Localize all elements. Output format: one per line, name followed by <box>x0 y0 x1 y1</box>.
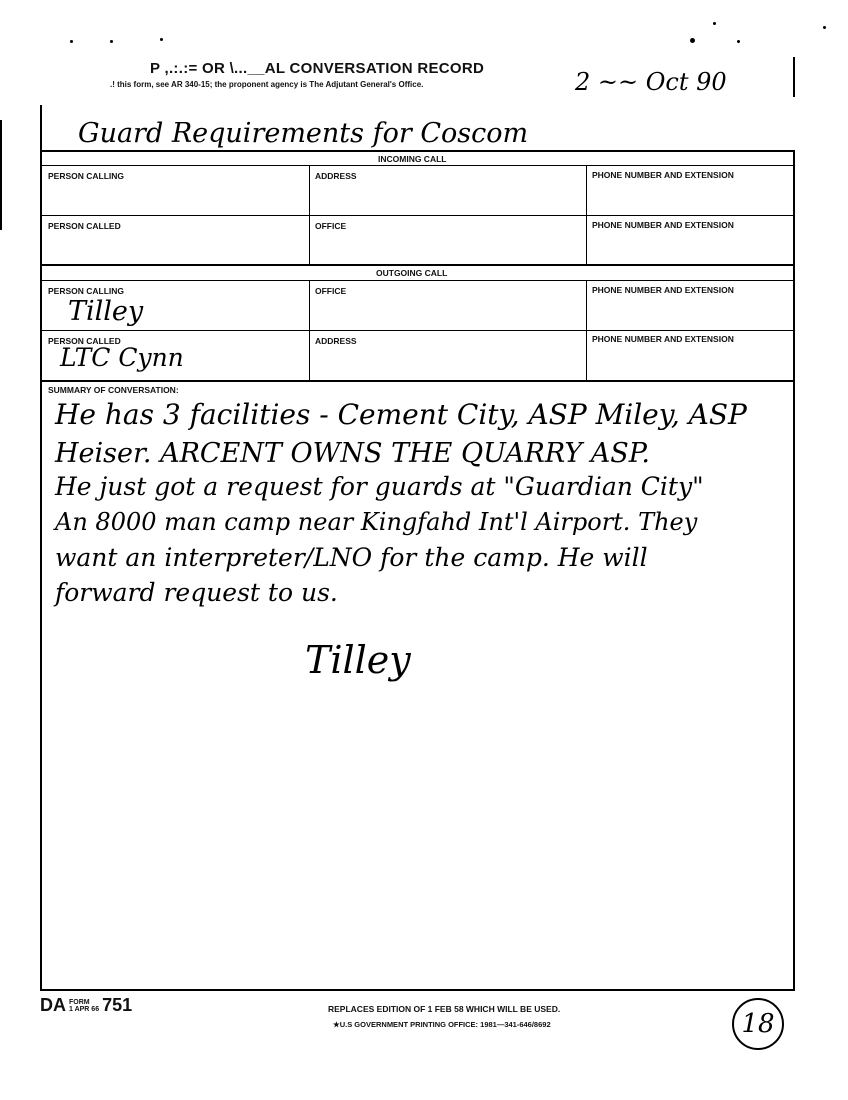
incoming-header-rule <box>40 165 795 166</box>
summary-top-rule <box>40 380 795 382</box>
outgoing-person-calling-value: Tilley <box>68 296 144 327</box>
incoming-person-calling-label: PERSON CALLING <box>48 171 125 181</box>
form-date: 1 APR 66 <box>69 1006 100 1014</box>
outgoing-row1-rule <box>40 330 795 331</box>
incoming-call-label: INCOMING CALL <box>378 154 447 164</box>
frame-bottom-border <box>40 989 795 991</box>
summary-line: An 8000 man camp near Kingfahd Int'l Airport. They <box>55 508 698 536</box>
outgoing-col-divider-2 <box>586 280 587 380</box>
scan-speck <box>737 40 740 43</box>
scan-speck <box>690 38 695 43</box>
incoming-col-divider-2 <box>586 165 587 265</box>
outgoing-person-called-value: LTC Cynn <box>60 343 184 372</box>
incoming-phone2-label: PHONE NUMBER AND EXTENSION <box>592 220 734 230</box>
gpo-imprint: ★U.S GOVERNMENT PRINTING OFFICE: 1981—341-646/8692 <box>333 1020 551 1029</box>
incoming-office-label: OFFICE <box>315 221 347 231</box>
outgoing-call-label: OUTGOING CALL <box>376 268 448 278</box>
frame-right-border <box>793 150 795 990</box>
form-word: FORM <box>69 999 90 1007</box>
incoming-phone1-label: PHONE NUMBER AND EXTENSION <box>592 170 734 180</box>
incoming-col-divider-1 <box>309 165 310 265</box>
outgoing-top-rule <box>40 264 795 266</box>
summary-line: He just got a request for guards at "Guardian City" <box>55 472 704 501</box>
outgoing-person-calling-label: PERSON CALLING <box>48 286 125 296</box>
summary-line: He has 3 facilities - Cement City, ASP Miley, ASP <box>55 398 747 431</box>
form-subtitle: .! this form, see AR 340-15; the proponent agency is The Adjutant General's Office. <box>110 80 424 89</box>
summary-line: Heiser. ARCENT OWNS THE QUARRY ASP. <box>55 438 651 469</box>
summary-line: want an interpreter/LNO for the camp. He will <box>55 543 648 572</box>
outgoing-address-label: ADDRESS <box>315 336 357 346</box>
incoming-row1-rule <box>40 215 795 216</box>
outgoing-phone2-label: PHONE NUMBER AND EXTENSION <box>592 334 734 344</box>
replaces-edition-note: REPLACES EDITION OF 1 FEB 58 WHICH WILL BE USED. <box>328 1004 561 1014</box>
scan-speck <box>713 22 716 25</box>
form-title: P ,.:.:= OR \...__AL CONVERSATION RECORD <box>150 60 485 77</box>
margin-mark <box>0 120 2 230</box>
outgoing-phone1-label: PHONE NUMBER AND EXTENSION <box>592 285 734 295</box>
frame-left-border <box>40 105 42 990</box>
header-right-mark <box>793 57 795 97</box>
incoming-address-label: ADDRESS <box>315 171 357 181</box>
scan-speck <box>70 40 73 43</box>
scan-speck <box>823 26 826 29</box>
summary-signature: Tilley <box>305 638 411 682</box>
summary-line: forward request to us. <box>55 578 338 607</box>
scan-speck <box>110 40 113 43</box>
outgoing-header-rule <box>40 280 795 281</box>
outgoing-person-called-label: PERSON CALLED <box>48 336 121 346</box>
subject-handwritten: Guard Requirements for Coscom <box>78 118 529 149</box>
date-handwritten: 2 ~~ Oct 90 <box>575 68 727 96</box>
outgoing-col-divider-1 <box>309 280 310 380</box>
form-designation <box>40 995 132 1016</box>
scan-speck <box>160 38 163 41</box>
form-number: 751 <box>102 995 133 1015</box>
incoming-top-rule <box>40 150 795 152</box>
form-da: DA <box>40 995 66 1015</box>
outgoing-office-label: OFFICE <box>315 286 347 296</box>
incoming-person-called-label: PERSON CALLED <box>48 221 121 231</box>
summary-label: SUMMARY OF CONVERSATION: <box>48 385 179 395</box>
page-number-circle: 18 <box>732 998 784 1050</box>
form-edition <box>69 999 99 1013</box>
